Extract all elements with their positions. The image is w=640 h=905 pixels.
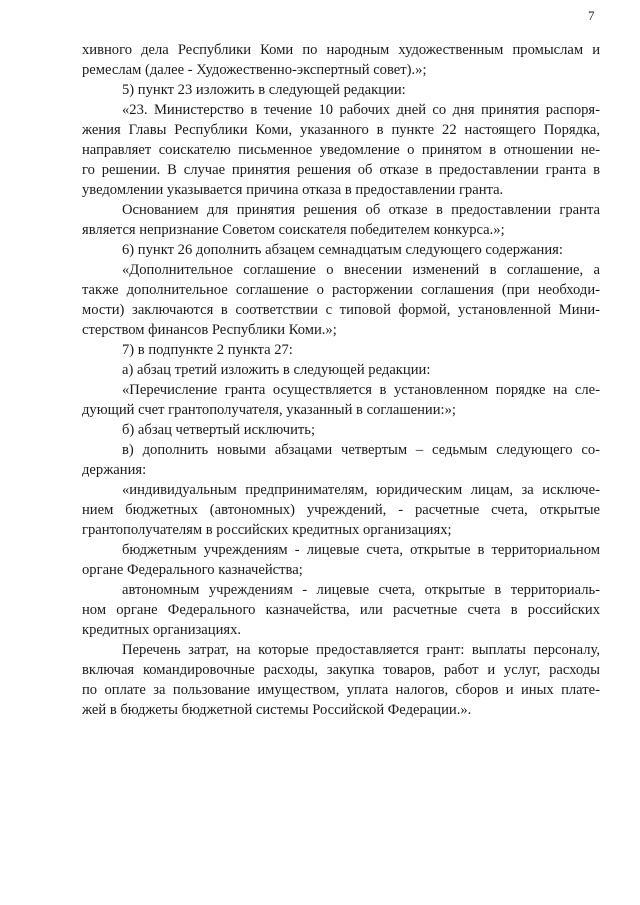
text-line: нием бюджетных (автономных) учреждений, - расчетные счета, открытые	[82, 502, 600, 518]
text-line: держания:	[82, 462, 147, 478]
text-line: хивного дела Республики Коми по народным художественным промыслам и	[82, 42, 600, 58]
text-line: грантополучателям в российских кредитных организациях;	[82, 522, 452, 538]
text-line: жения Главы Республики Коми, указанного в пункте 22 настоящего Порядка,	[82, 122, 600, 138]
text-line: «Перечисление гранта осуществляется в установленном порядке на сле-	[122, 382, 600, 398]
text-line: 5) пункт 23 изложить в следующей редакции:	[122, 82, 406, 98]
text-line: ном органе Федерального казначейства, или расчетные счета в российских	[82, 602, 600, 618]
text-line: также дополнительное соглашение о расторжении соглашения (при необходи-	[82, 282, 600, 298]
text-line: бюджетным учреждениям - лицевые счета, открытые в территориальном	[122, 542, 600, 558]
text-line: кредитных организациях.	[82, 622, 242, 638]
document-body	[82, 40, 600, 720]
text-line: автономным учреждениям - лицевые счета, открытые в территориаль-	[122, 582, 600, 598]
text-line: б) абзац четвертый исключить;	[122, 422, 316, 438]
text-line: «Дополнительное соглашение о внесении изменений в соглашение, а	[122, 262, 600, 278]
text-line: уведомлении указывается причина отказа в предоставлении гранта.	[82, 182, 504, 198]
text-line: ремеслам (далее - Художественно-экспертный совет).»;	[82, 62, 427, 78]
text-line: 7) в подпункте 2 пункта 27:	[122, 342, 293, 358]
page-number: 7	[588, 8, 595, 23]
text-line: стерством финансов Республики Коми.»;	[82, 322, 337, 338]
text-line: 6) пункт 26 дополнить абзацем семнадцатым следующего содержания:	[122, 242, 563, 258]
text-line: направляет соискателю письменное уведомление о принятом в отношении не-	[82, 142, 600, 158]
text-line: является непризнание Советом соискателя победителем конкурса.»;	[82, 222, 505, 238]
text-line: дующий счет грантополучателя, указанный в соглашении:»;	[82, 402, 456, 418]
text-line: Перечень затрат, на которые предоставляется грант: выплаты персоналу,	[122, 642, 600, 658]
text-line: органе Федерального казначейства;	[82, 562, 303, 578]
text-line: «индивидуальным предпринимателям, юридическим лицам, за исключе-	[122, 482, 600, 498]
text-line: го решении. В случае принятия решения об отказе в предоставлении гранта в	[82, 162, 600, 178]
text-line: жей в бюджеты бюджетной системы Российской Федерации.».	[82, 702, 472, 718]
text-line: по оплате за пользование имуществом, уплата налогов, сборов и иных плате-	[82, 682, 600, 698]
text-line: «23. Министерство в течение 10 рабочих дней со дня принятия распоря-	[122, 102, 600, 118]
text-line: в) дополнить новыми абзацами четвертым – седьмым следующего со-	[122, 442, 600, 458]
text-line: а) абзац третий изложить в следующей редакции:	[122, 362, 431, 378]
text-line: Основанием для принятия решения об отказе в предоставлении гранта	[122, 202, 600, 218]
text-line: мости) заключаются в соответствии с типовой формой, установленной Мини-	[82, 302, 600, 318]
text-line: включая командировочные расходы, закупка товаров, работ и услуг, расходы	[82, 662, 600, 678]
